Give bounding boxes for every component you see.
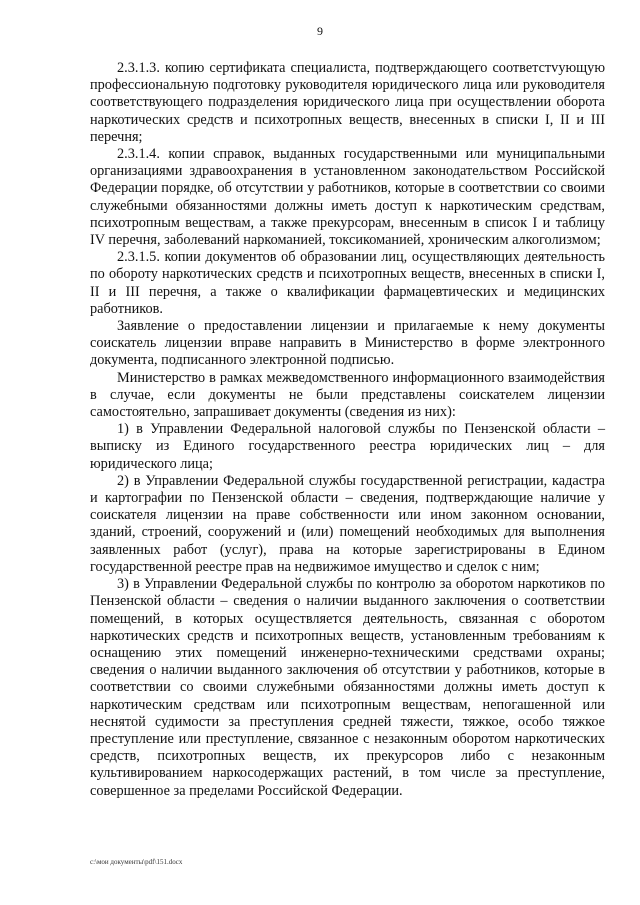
page-number: 9: [317, 24, 323, 38]
list-item-drug-control-service: 3) в Управлении Федеральной службы по контролю за оборотом наркотиков по Пензенской области – сведения о наличии выданного заключения о соответствии помещений, в которых осуществляется деятельность, связанная с оборотом наркотических средств и психотропных веществ, установленным требованиям к оснащению этих помещений инженерно-техническими средствами охраны; сведения о наличии выданного заключения об отсутствии у работников, которые в соответствии со своими служебными обязанностями должны иметь доступ к наркотическим средствам или психотропным веществам, непогашенной или неснятой судимости за преступления средней тяжести, тяжкое, особо тяжкое преступление или преступление, связанное с незаконным оборотом наркотических средств, психотропных веществ, их прекурсоров либо с незаконным культивированием наркосодержащих растений, в том числе за преступление, совершенное за пределами Российской Федерации.: [90, 576, 605, 799]
paragraph-2-3-1-4: 2.3.1.4. копии справок, выданных государственными или муниципальными организациями здравоохранения в установленном законодательством Российской Федерации порядке, об отсутствии у работников, которые в соответствии со своими служебными обязанностями должны иметь доступ к наркотическим средствам, психотропным веществам, а также прекурсорам, внесенным в список I и таблицу IV перечня, заболеваний наркоманией, токсикоманией, хроническим алкоголизмом;: [90, 146, 605, 249]
list-item-registration-service: 2) в Управлении Федеральной службы государственной регистрации, кадастра и картографии по Пензенской области – сведения, подтверждающие наличие у соискателя лицензии на праве собственности или ином законном основании, зданий, строений, сооружений и (или) помещений необходимых для выполнения заявленных работ (услуг), права на которые зарегистрированы в Едином государственной реестре прав на недвижимое имущество и сделок с ним;: [90, 472, 605, 575]
footer-file-path: c:\мои документы\pdf\151.docx: [90, 858, 183, 866]
paragraph-2-3-1-3: 2.3.1.3. копию сертификата специалиста, подтверждающего соответстvующую профессиональную подготовку руководителя юридического лица или руководителя соответствующего подразделения юридического лица при осуществлении оборота наркотических средств и психотропных веществ, внесенных в списки I, II и III перечня;: [90, 60, 605, 145]
paragraph-interagency-request: Министерство в рамках межведомственного информационного взаимодействия в случае, если документы не были представлены соискателем лицензии самостоятельно, запрашивает документы (сведения из них):: [90, 369, 605, 421]
list-item-tax-service: 1) в Управлении Федеральной налоговой службы по Пензенской области – выписку из Единого государственного реестра юридических лиц – для юридического лица;: [90, 421, 605, 472]
paragraph-2-3-1-5: 2.3.1.5. копии документов об образовании лиц, осуществляющих деятельность по обороту наркотических средств и психотропных веществ, внесенных в списки I, II и III перечня, а также о квалификации фармацевтических и медицинских работников.: [90, 249, 605, 317]
paragraph-electronic-submission: Заявление о предоставлении лицензии и прилагаемые к нему документы соискатель лицензии вправе направить в Министерство в форме электронного документа, подписанного электронной подписью.: [90, 318, 605, 369]
document-body: [90, 60, 605, 800]
